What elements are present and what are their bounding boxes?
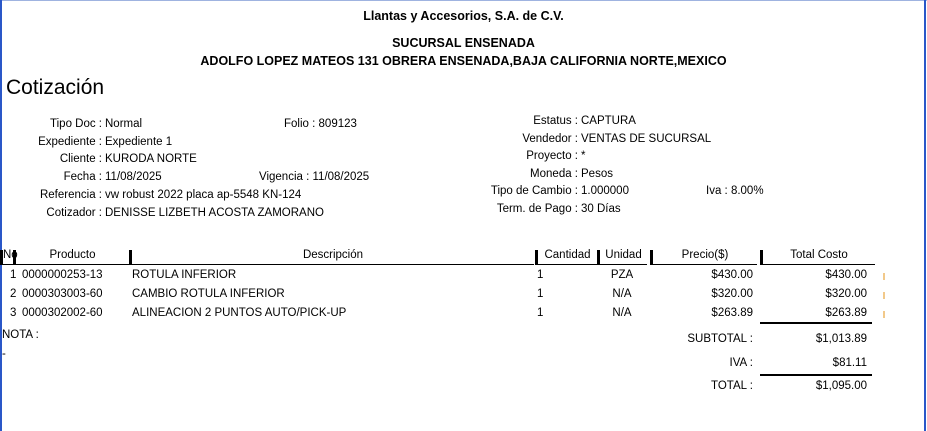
row-descripcion: ALINEACION 2 PUNTOS AUTO/PICK-UP	[132, 307, 347, 319]
term-pago-label: Term. de Pago :	[496, 203, 578, 215]
folio-label: Folio :	[284, 118, 316, 130]
info-fecha	[0, 171, 162, 183]
moneda-value: Pesos	[581, 168, 613, 180]
fecha-value: 11/08/2025	[105, 171, 162, 183]
tipo-doc-label: Tipo Doc :	[50, 118, 102, 130]
tipo-doc-value: Normal	[105, 118, 143, 130]
subtotal-label: SUBTOTAL :	[687, 333, 753, 345]
info-folio	[284, 118, 357, 130]
row-total: $430.00	[825, 269, 867, 281]
row-total: $263.89	[825, 307, 867, 319]
row-producto: 0000302002-60	[22, 307, 103, 319]
expediente-label: Expediente :	[38, 136, 102, 148]
folio-value: 809123	[318, 118, 357, 130]
row-cantidad: 1	[537, 288, 544, 300]
tipo-cambio-value: 1.000000	[581, 185, 629, 197]
row-descripcion: CAMBIO ROTULA INFERIOR	[132, 288, 285, 300]
iva-rate-label: Iva :	[706, 185, 728, 197]
branch-name: SUCURSAL ENSENADA	[392, 36, 535, 50]
document-title: Cotización	[6, 76, 105, 99]
estatus-label: Estatus :	[533, 115, 578, 127]
row-precio: $430.00	[711, 269, 753, 281]
info-tipo-doc	[0, 118, 142, 130]
info-moneda	[430, 168, 613, 180]
info-cotizador	[0, 207, 324, 219]
vendedor-label: Vendedor :	[522, 133, 578, 145]
table-row	[0, 307, 927, 323]
proyecto-value: *	[581, 150, 586, 162]
totals-rule	[760, 374, 872, 376]
info-vendedor	[430, 133, 711, 145]
row-marker	[883, 311, 885, 318]
row-no: 2	[10, 288, 17, 300]
window-top-border	[0, 0, 927, 1]
referencia-label: Referencia :	[39, 189, 102, 201]
row-no: 3	[10, 307, 17, 319]
row-no: 1	[10, 269, 17, 281]
cliente-label: Cliente :	[59, 153, 102, 165]
info-term-pago	[430, 203, 621, 215]
info-proyecto	[430, 150, 585, 162]
iva-label: IVA :	[729, 357, 753, 369]
col-header-descripcion: Descripción	[129, 250, 534, 265]
cliente-value: KURODA NORTE	[105, 153, 197, 165]
col-header-no: No	[0, 250, 13, 265]
term-pago-value: 30 Días	[581, 203, 621, 215]
total-value: $1,095.00	[815, 380, 867, 392]
moneda-label: Moneda :	[530, 168, 578, 180]
row-marker	[883, 292, 885, 299]
info-cliente	[0, 153, 197, 165]
row-unidad: N/A	[612, 288, 632, 300]
subtotal-value: $1,013.89	[815, 333, 867, 345]
tipo-cambio-label: Tipo de Cambio :	[490, 185, 578, 197]
nota-label: NOTA :	[2, 329, 39, 341]
col-header-precio: Precio($)	[650, 250, 757, 265]
proyecto-label: Proyecto :	[526, 150, 578, 162]
row-descripcion: ROTULA INFERIOR	[132, 269, 237, 281]
row-precio: $320.00	[711, 288, 753, 300]
fecha-label: Fecha :	[63, 171, 102, 183]
info-expediente	[0, 136, 172, 148]
row-total: $320.00	[825, 288, 867, 300]
nota-value: -	[2, 348, 6, 360]
cotizador-label: Cotizador :	[46, 207, 102, 219]
iva-value: $81.11	[832, 357, 867, 369]
info-referencia	[0, 189, 301, 201]
table-row	[0, 288, 927, 304]
table-row	[0, 269, 927, 285]
row-cantidad: 1	[537, 307, 544, 319]
row-unidad: N/A	[612, 307, 632, 319]
row-cantidad: 1	[537, 269, 544, 281]
col-header-unidad: Unidad	[597, 250, 647, 265]
col-header-total: Total Costo	[760, 250, 875, 265]
row-precio: $263.89	[711, 307, 753, 319]
info-vigencia	[259, 171, 369, 183]
branch-address: ADOLFO LOPEZ MATEOS 131 OBRERA ENSENADA,BAJA CALIFORNIA NORTE,MEXICO	[200, 54, 727, 68]
row-unidad: PZA	[610, 269, 634, 281]
cotizador-value: DENISSE LIZBETH ACOSTA ZAMORANO	[105, 207, 324, 219]
row-marker	[883, 273, 885, 280]
info-tipo-cambio	[430, 185, 629, 197]
vendedor-value: VENTAS DE SUCURSAL	[581, 133, 712, 145]
estatus-value: CAPTURA	[581, 115, 636, 127]
row-producto: 0000303003-60	[22, 288, 103, 300]
col-header-cantidad: Cantidad	[535, 250, 597, 265]
vigencia-label: Vigencia :	[259, 171, 310, 183]
row-producto: 0000000253-13	[22, 269, 103, 281]
total-label: TOTAL :	[711, 380, 753, 392]
company-name: Llantas y Accesorios, S.A. de C.V.	[363, 9, 564, 23]
col-header-producto: Producto	[13, 250, 129, 265]
info-estatus	[430, 115, 636, 127]
info-iva-rate	[706, 185, 764, 197]
referencia-value: vw robust 2022 placa ap-5548 KN-124	[105, 189, 302, 201]
vigencia-value: 11/08/2025	[312, 171, 370, 183]
iva-rate-value: 8.00%	[730, 185, 764, 197]
total-column-rule	[760, 322, 872, 324]
expediente-value: Expediente 1	[105, 136, 173, 148]
